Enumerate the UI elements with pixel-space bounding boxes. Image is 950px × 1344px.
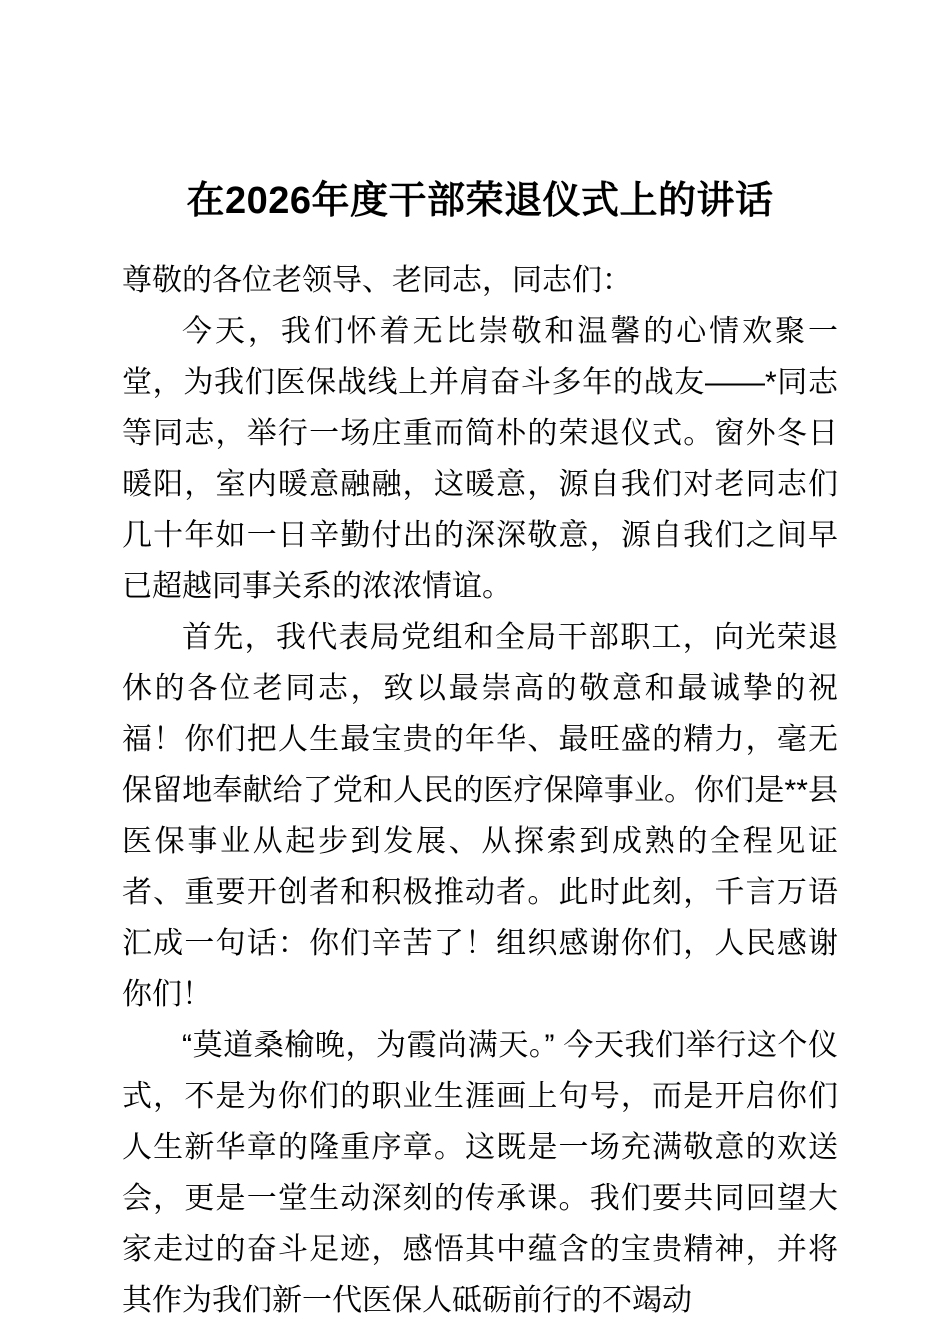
salutation-line: 尊敬的各位老领导、老同志，同志们：: [122, 264, 632, 297]
page-title: 在2026年度干部荣退仪式上的讲话: [186, 180, 774, 222]
body-paragraph-1: 今天，我们怀着无比崇敬和温馨的心情欢聚一堂，为我们医保战线上并肩奋斗多年的战友——*同志等同志，举行一场庄重而简朴的荣退仪式。窗外冬日暖阳，室内暖意融融，这暖意，源自我们对老同志们几十年如一日辛勤付出的深深敬意，源自我们之间早已超越同事关系的浓浓情谊。: [122, 315, 838, 603]
document-text-column: [122, 0, 838, 1326]
body-paragraph-2: 首先，我代表局党组和全局干部职工，向光荣退休的各位老同志，致以最崇高的敬意和最诚挚的祝福！你们把人生最宝贵的年华、最旺盛的精力，毫无保留地奉献给了党和人民的医疗保障事业。你们是**县医保事业从起步到发展、从探索到成熟的全程见证者、重要开创者和积极推动者。此时此刻，千言万语汇成一句话：你们辛苦了！组织感谢你们，人民感谢你们！: [122, 621, 838, 1011]
body-paragraph-3: “莫道桑榆晚，为霞尚满天。” 今天我们举行这个仪式，不是为你们的职业生涯画上句号，而是开启你们人生新华章的隆重序章。这既是一场充满敬意的欢送会，更是一堂生动深刻的传承课。我们要共同回望大家走过的奋斗足迹，感悟其中蕴含的宝贵精神，并将其作为我们新一代医保人砥砺前行的不竭动: [122, 1029, 838, 1317]
